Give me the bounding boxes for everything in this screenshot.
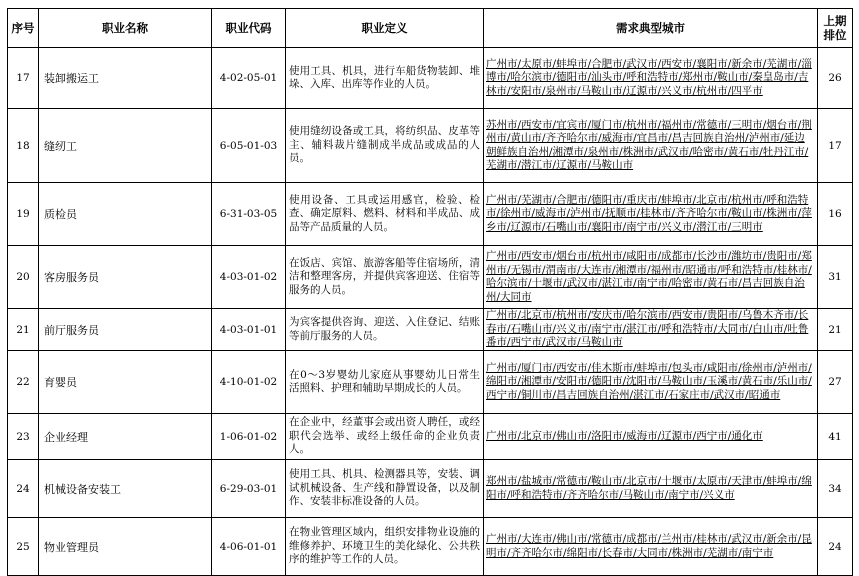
table-row bbox=[8, 183, 853, 246]
cell-seq: 21 bbox=[8, 309, 39, 351]
header-code: 职业代码 bbox=[212, 9, 286, 48]
header-name: 职业名称 bbox=[39, 9, 212, 48]
cell-cities bbox=[484, 48, 818, 109]
cell-prev-rank: 41 bbox=[818, 414, 853, 460]
cell-cities bbox=[484, 414, 818, 460]
table-row bbox=[8, 246, 853, 309]
cell-code: 4-10-01-02 bbox=[212, 351, 286, 414]
cell-definition: 使用设备、工具或运用感官，检验、检查、确定原料、燃料、材料和半成品、成品等产品质量的人员。 bbox=[286, 183, 484, 246]
table-row bbox=[8, 351, 853, 414]
cell-seq: 18 bbox=[8, 109, 39, 183]
cell-prev-rank: 16 bbox=[818, 183, 853, 246]
cell-seq: 22 bbox=[8, 351, 39, 414]
cell-name: 装卸搬运工 bbox=[39, 48, 212, 109]
occupation-demand-table bbox=[7, 8, 853, 576]
cities-text: 广州市/西安市/烟台市/杭州市/咸阳市/成都市/长沙市/潍坊市/贵阳市/郑州市/无锡市/渭南市/大连市/湘潭市/福州市/昭通市/呼和浩特市/桂林市/哈尔滨市/十堰市/武汉市/湛江市/南宁市/哈密市/黄石市/昌吉回族自治州/大同市 bbox=[486, 250, 812, 303]
cell-definition: 在企业中，经董事会或出资人聘任，或经职代会选举、或经上级任命的企业负责人。 bbox=[286, 414, 484, 460]
cell-code: 4-03-01-01 bbox=[212, 309, 286, 351]
cities-text: 广州市/北京市/佛山市/洛阳市/威海市/辽源市/西宁市/通化市 bbox=[486, 429, 763, 442]
cell-prev-rank: 17 bbox=[818, 109, 853, 183]
cell-name: 物业管理员 bbox=[39, 518, 212, 576]
cell-seq: 19 bbox=[8, 183, 39, 246]
cell-seq: 20 bbox=[8, 246, 39, 309]
cities-text: 广州市/北京市/杭州市/安庆市/哈尔滨市/西安市/贵阳市/乌鲁木齐市/长春市/石嘴山市/兴义市/南宁市/湛江市/呼和浩特市/大同市/白山市/吐鲁番市/西宁市/武汉市/马鞍山市 bbox=[486, 309, 809, 349]
cell-cities bbox=[484, 183, 818, 246]
cell-code: 6-05-01-03 bbox=[212, 109, 286, 183]
cell-code: 6-29-03-01 bbox=[212, 460, 286, 518]
cell-cities bbox=[484, 460, 818, 518]
cell-cities bbox=[484, 309, 818, 351]
cell-seq: 25 bbox=[8, 518, 39, 576]
header-prev-rank: 上期 排位 bbox=[818, 9, 853, 48]
cell-name: 缝纫工 bbox=[39, 109, 212, 183]
cell-name: 质检员 bbox=[39, 183, 212, 246]
cell-name: 育婴员 bbox=[39, 351, 212, 414]
cell-name: 前厅服务员 bbox=[39, 309, 212, 351]
table-row bbox=[8, 460, 853, 518]
cities-text: 广州市/厦门市/西安市/佳木斯市/蚌埠市/包头市/咸阳市/徐州市/泸州市/绵阳市/湘潭市/安阳市/德阳市/沈阳市/马鞍山市/玉溪市/黄石市/乐山市/西宁市/铜川市/昌吉回族自治州/湛江市/石家庄市/武汉市/昭通市 bbox=[486, 361, 812, 401]
cell-seq: 17 bbox=[8, 48, 39, 109]
cell-cities bbox=[484, 109, 818, 183]
table-row bbox=[8, 309, 853, 351]
cell-definition: 为宾客提供咨询、迎送、入住登记、结账等前厅服务的人员。 bbox=[286, 309, 484, 351]
cell-prev-rank: 27 bbox=[818, 351, 853, 414]
cell-definition: 使用工具、机具，进行车船货物装卸、堆垛、入库、出库等作业的人员。 bbox=[286, 48, 484, 109]
cell-prev-rank: 31 bbox=[818, 246, 853, 309]
cities-text: 广州市/芜湖市/合肥市/德阳市/重庆市/蚌埠市/北京市/杭州市/呼和浩特市/徐州市/威海市/泸州市/抚顺市/桂林市/齐齐哈尔市/鞍山市/株洲市/萍乡市/辽源市/石嘴山市/襄阳市/南宁市/兴义市/潜江市/三明市 bbox=[486, 193, 812, 233]
cities-text: 广州市/大连市/佛山市/常德市/成都市/兰州市/桂林市/武汉市/新余市/昆明市/齐齐哈尔市/绵阳市/长春市/大同市/株洲市/芜湖市/南宁市 bbox=[486, 533, 812, 559]
cities-text: 广州市/太原市/蚌埠市/合肥市/武汉市/西安市/襄阳市/新余市/芜湖市/淄博市/哈尔滨市/德阳市/汕头市/呼和浩特市/郑州市/鞍山市/秦皇岛市/吉林市/安阳市/泉州市/马鞍山市/辽源市/兴义市/杭州市/四平市 bbox=[486, 57, 812, 97]
header-cities: 需求典型城市 bbox=[484, 9, 818, 48]
header-seq: 序号 bbox=[8, 9, 39, 48]
cell-seq: 23 bbox=[8, 414, 39, 460]
table-header-row bbox=[8, 9, 853, 48]
cell-code: 4-06-01-01 bbox=[212, 518, 286, 576]
table-row bbox=[8, 518, 853, 576]
cell-seq: 24 bbox=[8, 460, 39, 518]
cell-prev-rank: 34 bbox=[818, 460, 853, 518]
cell-prev-rank: 26 bbox=[818, 48, 853, 109]
header-definition: 职业定义 bbox=[286, 9, 484, 48]
cell-name: 企业经理 bbox=[39, 414, 212, 460]
cell-code: 4-02-05-01 bbox=[212, 48, 286, 109]
cell-code: 1-06-01-02 bbox=[212, 414, 286, 460]
cities-text: 苏州市/西安市/宜宾市/厦门市/杭州市/福州市/常德市/三明市/烟台市/荆州市/黄山市/齐齐哈尔市/威海市/宜昌市/昌吉回族自治州/泸州市/延边朝鲜族自治州/湘潭市/泉州市/株洲市/武汉市/哈密市/黄石市/牡丹江市/芜湖市/潜江市/辽源市/马鞍山市 bbox=[486, 118, 812, 171]
cell-definition: 在物业管理区域内，组织安排物业设施的维修养护、环境卫生的美化绿化、公共秩序的维护等工作的人员。 bbox=[286, 518, 484, 576]
cell-code: 4-03-01-02 bbox=[212, 246, 286, 309]
cell-prev-rank: 24 bbox=[818, 518, 853, 576]
cell-name: 机械设备安装工 bbox=[39, 460, 212, 518]
cell-definition: 使用工具、机具、检测器具等，安装、调试机械设备、生产线和静置设备，以及制作、安装非标准设备的人员。 bbox=[286, 460, 484, 518]
table-row bbox=[8, 414, 853, 460]
cell-cities bbox=[484, 518, 818, 576]
table-row bbox=[8, 109, 853, 183]
cell-definition: 在饭店、宾馆、旅游客船等住宿场所，清洁和整理客房，并提供宾客迎送、住宿等服务的人员。 bbox=[286, 246, 484, 309]
cell-cities bbox=[484, 351, 818, 414]
cell-definition: 在0～3岁婴幼儿家庭从事婴幼儿日常生活照料、护理和辅助早期成长的人员。 bbox=[286, 351, 484, 414]
cell-prev-rank: 21 bbox=[818, 309, 853, 351]
cell-name: 客房服务员 bbox=[39, 246, 212, 309]
table-row bbox=[8, 48, 853, 109]
cell-cities bbox=[484, 246, 818, 309]
cell-code: 6-31-03-05 bbox=[212, 183, 286, 246]
cities-text: 郑州市/盐城市/常德市/鞍山市/北京市/十堰市/太原市/天津市/蚌埠市/绵阳市/呼和浩特市/齐齐哈尔市/马鞍山市/南宁市/兴义市 bbox=[486, 475, 812, 501]
cell-definition: 使用缝纫设备或工具，将纺织品、皮革等主、辅料裁片缝制成半成品或成品的人员。 bbox=[286, 109, 484, 183]
